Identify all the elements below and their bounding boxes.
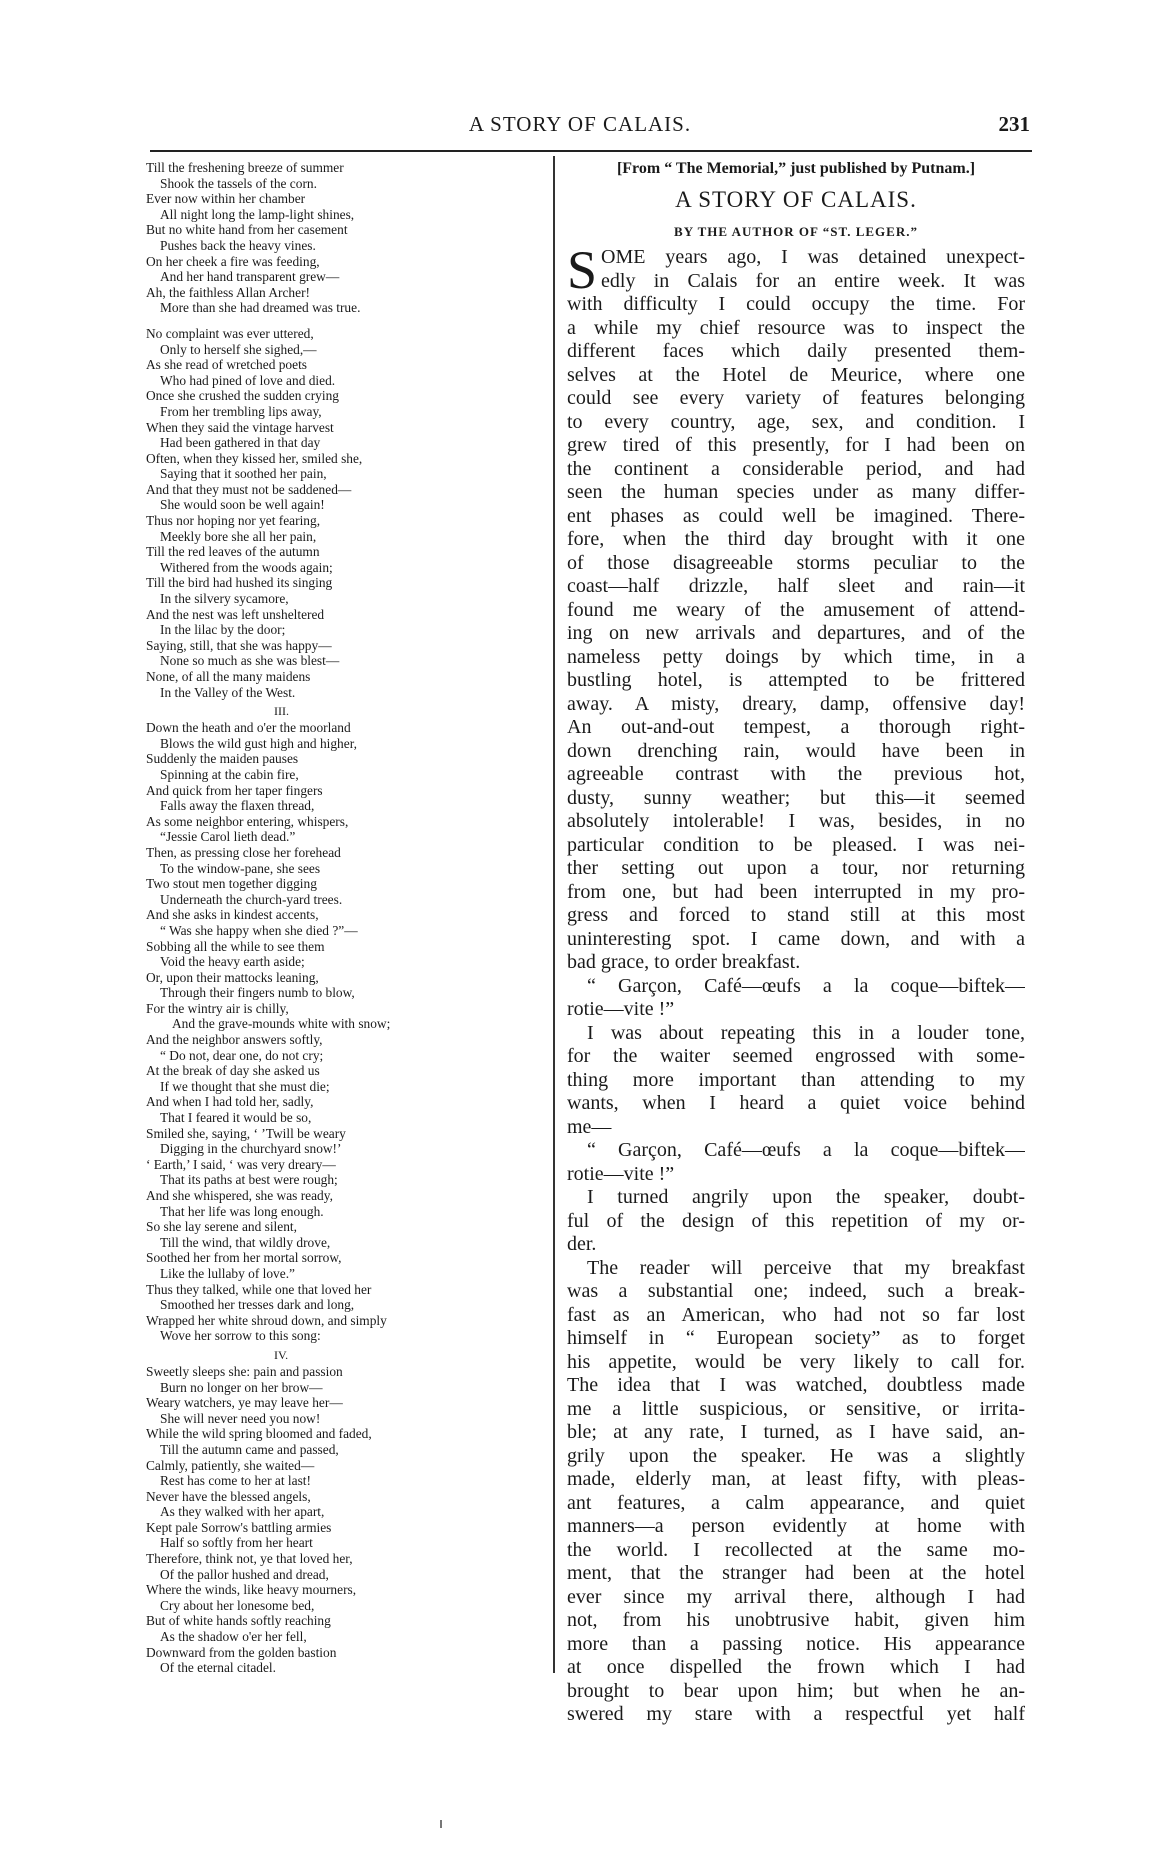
text-line: ther setting out upon a tour, nor returning xyxy=(567,857,1025,879)
poem-line: And the grave-mounds white with snow; xyxy=(172,1016,391,1032)
poem-line: Like the lullaby of love.” xyxy=(160,1265,295,1281)
text-line: his appetite, would be very likely to call for. xyxy=(567,1350,1025,1373)
poem-line: Where the winds, like heavy mourners, xyxy=(146,1582,357,1598)
text-line: I was about repeating this in a louder tone, xyxy=(587,1021,1025,1044)
text-line: agreeable contrast with the previous hot, xyxy=(567,763,1025,785)
poem-line: “ Was she happy when she died ?”— xyxy=(160,922,358,938)
text-line: not, from his unobtrusive habit, given him xyxy=(567,1609,1025,1631)
poem-line: Calmly, patiently, she waited— xyxy=(146,1457,315,1473)
poem-line: Downward from the golden bastion xyxy=(146,1644,337,1660)
text-line: fast as an American, who had not so far lost xyxy=(567,1303,1025,1326)
text-line: rotie—vite !” xyxy=(567,998,675,1020)
text-line: The idea that I was watched, doubtless made xyxy=(567,1374,1025,1396)
poem-line: That her life was long enough. xyxy=(160,1203,324,1219)
text-line: made, elderly man, at least fifty, with pleas- xyxy=(567,1468,1025,1490)
text-line: could see every variety of features belonging xyxy=(567,387,1025,409)
poem-line: Once she crushed the sudden crying xyxy=(146,388,339,404)
text-line: ant features, a calm appearance, and quiet xyxy=(567,1491,1025,1514)
poem-line: Kept pale Sorrow's battling armies xyxy=(146,1519,332,1535)
poem-line: And her hand transparent grew— xyxy=(160,269,340,285)
poem-line: She would soon be well again! xyxy=(160,497,325,513)
poem-line: And the nest was left unsheltered xyxy=(146,606,325,622)
poem-column xyxy=(146,160,546,1676)
poem-line: As some neighbor entering, whispers, xyxy=(146,813,349,829)
poem-line: As the shadow o'er her fell, xyxy=(160,1629,307,1645)
poem-line: Till the autumn came and passed, xyxy=(160,1441,339,1457)
poem-line: If we thought that she must die; xyxy=(160,1078,330,1094)
poem-line: Never have the blessed angels, xyxy=(146,1488,311,1504)
poem-line: Sweetly sleeps she: pain and passion xyxy=(146,1363,343,1379)
poem-line: Falls away the flaxen thread, xyxy=(160,798,315,814)
print-mark xyxy=(440,1820,442,1828)
text-line: I turned angrily upon the speaker, doubt- xyxy=(587,1186,1025,1208)
poem-line: But no white hand from her casement xyxy=(146,222,348,238)
text-line: The reader will perceive that my breakfast xyxy=(587,1256,1025,1279)
text-line: ing on new arrivals and departures, and of the xyxy=(567,622,1025,644)
text-line: for the waiter seemed engrossed with some- xyxy=(567,1045,1025,1067)
text-line: edly in Calais for an entire week. It was xyxy=(601,269,1025,292)
poem-line: Had been gathered in that day xyxy=(160,435,321,451)
text-line: der. xyxy=(567,1233,597,1255)
text-line: rotie—vite !” xyxy=(567,1162,675,1185)
poem-line: Of the eternal citadel. xyxy=(160,1660,276,1676)
poem-line: No complaint was ever uttered, xyxy=(146,325,314,341)
text-line: himself in “ European society” as to forget xyxy=(567,1327,1025,1349)
poem-line: Ah, the faithless Allan Archer! xyxy=(146,284,310,300)
drop-cap: S xyxy=(567,246,598,293)
poem-line: And that they must not be saddened— xyxy=(146,481,352,497)
text-line: fore, when the third day brought with it one xyxy=(567,528,1025,550)
poem-line: Wove her sorrow to this song: xyxy=(160,1328,321,1344)
poem-line: Cry about her lonesome bed, xyxy=(160,1597,315,1613)
text-line: ent phases as could well be imagined. There- xyxy=(567,504,1025,527)
poem-line: Till the wind, that wildly drove, xyxy=(160,1234,331,1250)
poem-line: Thus they talked, while one that loved her xyxy=(146,1281,372,1297)
poem-line: Half so softly from her heart xyxy=(160,1535,313,1551)
text-line: “ Garçon, Café—œufs a la coque—biftek— xyxy=(587,1139,1025,1161)
poem-line: “Jessie Carol lieth dead.” xyxy=(160,829,296,845)
poem-line: Shook the tassels of the corn. xyxy=(160,175,317,191)
poem-line: Void the heavy earth aside; xyxy=(160,954,305,970)
poem-line: As they walked with her apart, xyxy=(160,1504,325,1520)
poem-line: Then, as pressing close her forehead xyxy=(146,844,341,860)
poem-line: Till the freshening breeze of summer xyxy=(146,160,344,175)
text-line: ful of the design of this repetition of my or- xyxy=(567,1209,1025,1232)
poem-line: Saying that it soothed her pain, xyxy=(160,466,327,482)
poem-stanza xyxy=(146,720,546,1344)
story-title: A STORY OF CALAIS. xyxy=(675,187,917,212)
text-line: particular condition to be pleased. I was nei- xyxy=(567,833,1025,856)
poem-line: Underneath the church-yard trees. xyxy=(160,891,343,907)
poem-line: Blows the wild gust high and higher, xyxy=(160,735,357,751)
text-line: OME years ago, I was detained unexpect- xyxy=(601,246,1025,268)
poem-line: Or, upon their mattocks leaning, xyxy=(146,969,319,985)
poem-line: On her cheek a fire was feeding, xyxy=(146,253,320,269)
text-line: from one, but had been interrupted in my pro- xyxy=(567,880,1025,903)
text-line: with difficulty I could occupy the time. For xyxy=(567,293,1025,315)
text-line: An out-and-out tempest, a thorough right- xyxy=(567,716,1025,738)
story-column xyxy=(567,156,1025,1727)
text-line: different faces which daily presented them- xyxy=(567,340,1025,362)
poem-line: Only to herself she sighed,— xyxy=(160,341,317,357)
page-number: 231 xyxy=(998,112,1030,136)
poem-line: In the Valley of the West. xyxy=(160,684,296,700)
text-line: the continent a considerable period, and had xyxy=(567,457,1025,480)
text-line: ment, that the stranger had been at the hotel xyxy=(567,1562,1025,1584)
text-line: grew tired of this presently, for I had been on xyxy=(567,434,1025,456)
poem-line: Rest has come to her at last! xyxy=(160,1473,311,1489)
poem-line: Burn no longer on her brow— xyxy=(160,1379,323,1395)
text-line: wants, when I heard a quiet voice behind xyxy=(567,1092,1025,1114)
poem-line: Sobbing all the while to see them xyxy=(146,938,325,954)
poem-stanza xyxy=(146,326,546,700)
poem-line: Meekly bore she all her pain, xyxy=(160,528,317,544)
story-byline: BY THE AUTHOR OF “ST. LEGER.” xyxy=(674,224,918,239)
text-line: me a little suspicious, or sensitive, or irrita- xyxy=(567,1397,1025,1420)
text-line: brought to bear upon him; but when he an- xyxy=(567,1679,1025,1702)
poem-line: From her trembling lips away, xyxy=(160,403,322,419)
section-numeral: IV. xyxy=(274,1347,289,1362)
poem-line: Thus nor hoping nor yet fearing, xyxy=(146,513,321,529)
text-line: a while my chief resource was to inspect the xyxy=(567,316,1025,339)
poem-line: At the break of day she asked us xyxy=(146,1063,320,1079)
poem-line: And quick from her taper fingers xyxy=(146,782,323,798)
poem-line: Digging in the churchyard snow!’ xyxy=(160,1141,342,1157)
poem-stanza xyxy=(146,1364,546,1676)
text-line: seen the human species under as many differ- xyxy=(567,481,1025,503)
text-line: found me weary of the amusement of attend- xyxy=(567,598,1025,621)
text-line: gress and forced to stand still at this most xyxy=(567,904,1025,926)
header-rule xyxy=(150,150,1032,152)
poem-line: Suddenly the maiden pauses xyxy=(146,751,299,767)
story-body xyxy=(567,246,1025,1727)
text-line: to every country, age, sex, and condition. I xyxy=(567,410,1025,433)
text-line: away. A misty, dreary, damp, offensive day! xyxy=(567,692,1025,715)
text-line: dusty, sunny weather; but this—it seemed xyxy=(567,786,1025,809)
poem-line: Soothed her from her mortal sorrow, xyxy=(146,1250,342,1266)
text-line: down drenching rain, would have been in xyxy=(567,739,1025,762)
poem-line: Weary watchers, ye may leave her— xyxy=(146,1395,343,1411)
poem-line: And she whispered, she was ready, xyxy=(146,1188,333,1203)
text-line: more than a passing notice. His appearance xyxy=(567,1632,1025,1655)
text-line: ble; at any rate, I turned, as I have said, an- xyxy=(567,1421,1025,1443)
poem-line: As she read of wretched poets xyxy=(146,357,308,373)
text-line: thing more important than attending to my xyxy=(567,1068,1025,1091)
running-head xyxy=(130,112,1030,146)
poem-line: But of white hands softly reaching xyxy=(146,1613,331,1629)
text-line: coast—half drizzle, half sleet and rain—it xyxy=(567,575,1025,597)
poem-line: “ Do not, dear one, do not cry; xyxy=(160,1047,324,1063)
text-line: at once dispelled the frown which I had xyxy=(567,1656,1025,1678)
poem-line: When they said the vintage harvest xyxy=(146,419,334,435)
paragraph xyxy=(567,246,1025,293)
text-line: of those disagreeable storms peculiar to the xyxy=(567,551,1025,574)
text-line: ever since my arrival there, although I had xyxy=(567,1585,1025,1608)
text-line: absolutely intolerable! I was, besides, in no xyxy=(567,810,1025,832)
poem-line: Through their fingers numb to blow, xyxy=(160,985,355,1001)
poem-line: Smiled she, saying, ‘ ’Twill be weary xyxy=(146,1125,346,1141)
poem-line: Ever now within her chamber xyxy=(146,191,306,207)
poem-line: Withered from the woods again; xyxy=(160,559,333,575)
poem-line: That its paths at best were rough; xyxy=(160,1172,338,1188)
poem-line: And she asks in kindest accents, xyxy=(146,907,319,923)
text-line: “ Garçon, Café—œufs a la coque—biftek— xyxy=(587,974,1025,997)
poem-line: And the neighbor answers softly, xyxy=(146,1032,323,1048)
text-line: bad grace, to order breakfast. xyxy=(567,951,801,973)
text-line: bustling hotel, is attempted to be frittered xyxy=(567,669,1025,691)
poem-line: Wrapped her white shroud down, and simply xyxy=(146,1312,387,1328)
text-line: swered my stare with a respectful yet half xyxy=(567,1703,1025,1725)
poem-line: Pushes back the heavy vines. xyxy=(160,237,316,253)
text-line: the world. I recollected at the same mo- xyxy=(567,1538,1025,1561)
text-line: manners—a person evidently at home with xyxy=(567,1515,1025,1537)
column-rule xyxy=(553,156,555,1673)
source-note: [From “ The Memorial,” just published by Putnam.] xyxy=(616,160,976,177)
poem-line: Till the bird had hushed its singing xyxy=(146,575,333,591)
poem-line: Of the pallor hushed and dread, xyxy=(160,1566,329,1582)
poem-line: All night long the lamp-light shines, xyxy=(160,206,355,222)
text-line: nameless petty doings by which time, in a xyxy=(567,645,1025,668)
poem-line: For the wintry air is chilly, xyxy=(146,1000,289,1016)
poem-line: That I feared it would be so, xyxy=(160,1110,312,1126)
text-line: grily upon the speaker. He was a slightly xyxy=(567,1444,1025,1467)
poem-line: So she lay serene and silent, xyxy=(146,1219,297,1235)
text-line: uninteresting spot. I came down, and with a xyxy=(567,927,1025,950)
poem-line: And when I had told her, sadly, xyxy=(146,1094,314,1110)
poem-line: Spinning at the cabin fire, xyxy=(160,766,299,782)
text-line: was a substantial one; indeed, such a break- xyxy=(567,1280,1025,1302)
poem-line: Often, when they kissed her, smiled she, xyxy=(146,450,363,466)
poem-line: None, of all the many maidens xyxy=(146,669,311,684)
poem-line: Who had pined of love and died. xyxy=(160,372,336,388)
running-title: A STORY OF CALAIS. xyxy=(468,112,692,136)
poem-line: To the window-pane, she sees xyxy=(160,860,321,876)
poem-line: While the wild spring bloomed and faded, xyxy=(146,1426,372,1442)
poem-line: She will never need you now! xyxy=(160,1410,321,1426)
poem-line: None so much as she was blest— xyxy=(160,653,340,669)
poem-line: Down the heath and o'er the moorland xyxy=(146,720,351,736)
poem-line: ‘ Earth,’ I said, ‘ was very dreary— xyxy=(146,1156,336,1172)
poem-line: Smoothed her tresses dark and long, xyxy=(160,1297,355,1313)
text-line: selves at the Hotel de Meurice, where one xyxy=(567,363,1025,386)
poem-line: Till the red leaves of the autumn xyxy=(146,544,320,560)
poem-line: In the lilac by the door; xyxy=(160,622,286,638)
text-line: me— xyxy=(567,1115,612,1138)
poem-line: Saying, still, that she was happy— xyxy=(146,637,332,653)
poem-stanza xyxy=(146,160,546,316)
section-numeral: III. xyxy=(274,704,289,719)
poem-line: More than she had dreamed was true. xyxy=(160,300,361,316)
poem-line: In the silvery sycamore, xyxy=(160,591,289,607)
poem-line: Therefore, think not, ye that loved her, xyxy=(146,1551,353,1567)
poem-line: Two stout men together digging xyxy=(146,876,317,892)
